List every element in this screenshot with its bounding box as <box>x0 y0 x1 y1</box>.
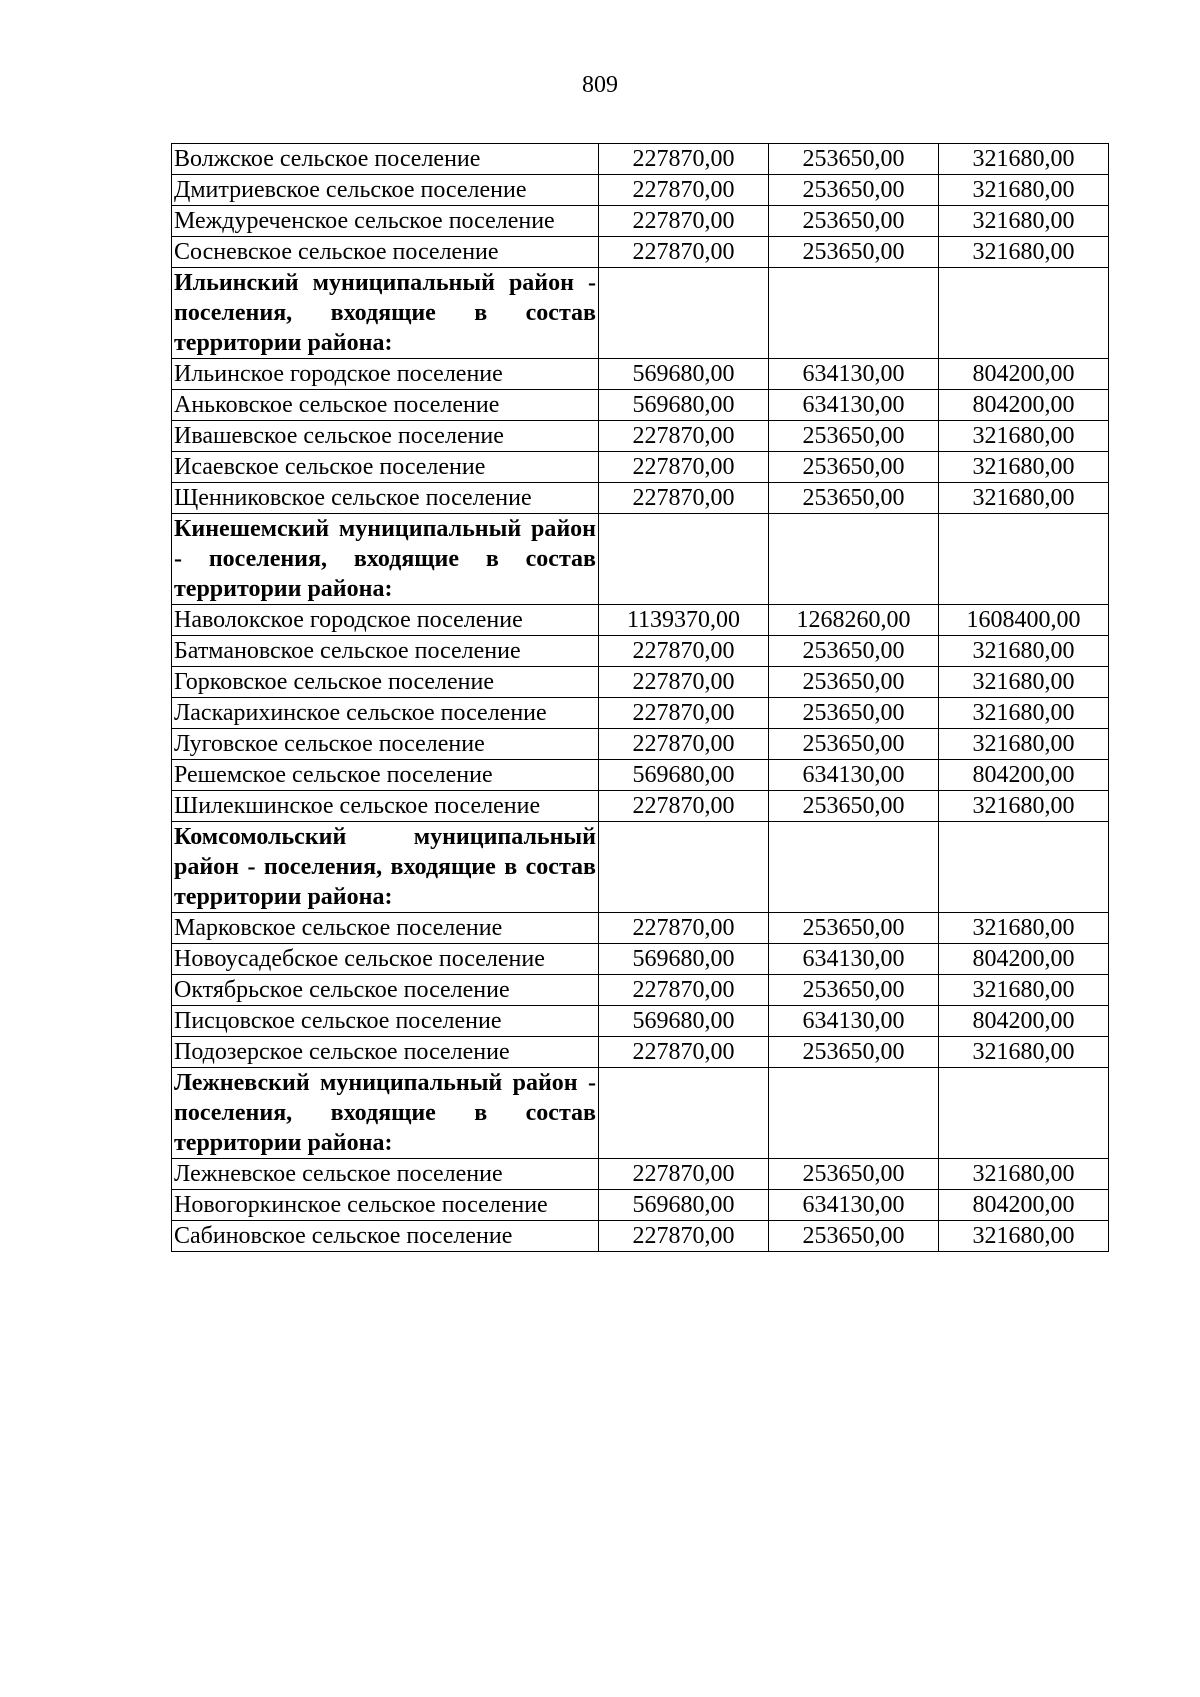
amount-cell-3: 321680,00 <box>939 237 1109 268</box>
settlement-name-cell: Шилекшинское сельское поселение <box>172 791 599 822</box>
amount-cell-3 <box>939 268 1109 359</box>
district-name-cell: Лежневский муниципальный район - поселения, входящие в состав территории района: <box>172 1068 599 1159</box>
amount-cell-1: 227870,00 <box>599 913 769 944</box>
amount-cell-2: 253650,00 <box>769 975 939 1006</box>
amount-cell-1: 227870,00 <box>599 237 769 268</box>
amount-cell-2: 634130,00 <box>769 944 939 975</box>
settlement-allocation-table <box>171 143 1109 1252</box>
amount-cell-2: 634130,00 <box>769 760 939 791</box>
settlement-name-cell: Батмановское сельское поселение <box>172 636 599 667</box>
amount-cell-3 <box>939 1068 1109 1159</box>
amount-cell-3: 321680,00 <box>939 791 1109 822</box>
table-row <box>172 421 1109 452</box>
table-row <box>172 452 1109 483</box>
amount-cell-3: 321680,00 <box>939 698 1109 729</box>
settlement-name-cell: Междуреченское сельское поселение <box>172 206 599 237</box>
amount-cell-3: 321680,00 <box>939 975 1109 1006</box>
amount-cell-1 <box>599 1068 769 1159</box>
amount-cell-2 <box>769 268 939 359</box>
amount-cell-1: 227870,00 <box>599 1221 769 1252</box>
amount-cell-3: 321680,00 <box>939 421 1109 452</box>
amount-cell-2: 253650,00 <box>769 144 939 175</box>
amount-cell-3: 321680,00 <box>939 1159 1109 1190</box>
settlement-name-cell: Ильинское городское поселение <box>172 359 599 390</box>
amount-cell-2: 253650,00 <box>769 667 939 698</box>
amount-cell-3: 804200,00 <box>939 359 1109 390</box>
table-row <box>172 237 1109 268</box>
amount-cell-2: 634130,00 <box>769 1190 939 1221</box>
amount-cell-2: 253650,00 <box>769 175 939 206</box>
amount-cell-3: 804200,00 <box>939 1190 1109 1221</box>
amount-cell-3: 321680,00 <box>939 452 1109 483</box>
settlement-name-cell: Марковское сельское поселение <box>172 913 599 944</box>
amount-cell-1: 227870,00 <box>599 791 769 822</box>
amount-cell-1: 227870,00 <box>599 206 769 237</box>
table-row <box>172 1190 1109 1221</box>
amount-cell-2: 253650,00 <box>769 452 939 483</box>
amount-cell-1: 227870,00 <box>599 483 769 514</box>
amount-cell-1: 569680,00 <box>599 359 769 390</box>
settlement-name-cell: Луговское сельское поселение <box>172 729 599 760</box>
table-row <box>172 667 1109 698</box>
district-header-row <box>172 822 1109 913</box>
amount-cell-1: 569680,00 <box>599 1190 769 1221</box>
settlement-name-cell: Сосневское сельское поселение <box>172 237 599 268</box>
amount-cell-2: 253650,00 <box>769 206 939 237</box>
amount-cell-1: 569680,00 <box>599 944 769 975</box>
table-row <box>172 729 1109 760</box>
amount-cell-2 <box>769 1068 939 1159</box>
amount-cell-1 <box>599 514 769 605</box>
district-header-row <box>172 268 1109 359</box>
table-row <box>172 1006 1109 1037</box>
table-row <box>172 1159 1109 1190</box>
table-row <box>172 206 1109 237</box>
table-row <box>172 605 1109 636</box>
amount-cell-3: 804200,00 <box>939 760 1109 791</box>
district-name-cell: Кинешемский муниципальный район - поселения, входящие в состав территории района: <box>172 514 599 605</box>
amount-cell-3: 321680,00 <box>939 206 1109 237</box>
amount-cell-1: 227870,00 <box>599 636 769 667</box>
settlement-name-cell: Ивашевское сельское поселение <box>172 421 599 452</box>
amount-cell-3 <box>939 822 1109 913</box>
settlement-name-cell: Щенниковское сельское поселение <box>172 483 599 514</box>
table-row <box>172 636 1109 667</box>
settlement-name-cell: Ласкарихинское сельское поселение <box>172 698 599 729</box>
settlement-name-cell: Писцовское сельское поселение <box>172 1006 599 1037</box>
amount-cell-3: 1608400,00 <box>939 605 1109 636</box>
amount-cell-3: 321680,00 <box>939 1221 1109 1252</box>
amount-cell-2: 253650,00 <box>769 1221 939 1252</box>
amount-cell-1: 569680,00 <box>599 1006 769 1037</box>
amount-cell-2: 253650,00 <box>769 791 939 822</box>
table-row <box>172 791 1109 822</box>
table-row <box>172 1037 1109 1068</box>
amount-cell-1 <box>599 822 769 913</box>
amount-cell-1: 569680,00 <box>599 760 769 791</box>
amount-cell-1: 569680,00 <box>599 390 769 421</box>
settlement-name-cell: Волжское сельское поселение <box>172 144 599 175</box>
amount-cell-1: 227870,00 <box>599 452 769 483</box>
amount-cell-3: 804200,00 <box>939 1006 1109 1037</box>
settlement-name-cell: Горковское сельское поселение <box>172 667 599 698</box>
amount-cell-1: 227870,00 <box>599 175 769 206</box>
table-row <box>172 944 1109 975</box>
amount-cell-3: 321680,00 <box>939 1037 1109 1068</box>
amount-cell-1: 227870,00 <box>599 421 769 452</box>
table-body <box>172 144 1109 1252</box>
amount-cell-3: 321680,00 <box>939 729 1109 760</box>
amount-cell-2: 253650,00 <box>769 1159 939 1190</box>
district-header-row <box>172 514 1109 605</box>
amount-cell-2: 253650,00 <box>769 913 939 944</box>
amount-cell-2: 253650,00 <box>769 636 939 667</box>
amount-cell-3: 321680,00 <box>939 913 1109 944</box>
settlement-name-cell: Подозерское сельское поселение <box>172 1037 599 1068</box>
amount-cell-1: 227870,00 <box>599 1159 769 1190</box>
amount-cell-2: 253650,00 <box>769 237 939 268</box>
amount-cell-2: 253650,00 <box>769 1037 939 1068</box>
amount-cell-2: 1268260,00 <box>769 605 939 636</box>
amount-cell-1: 1139370,00 <box>599 605 769 636</box>
amount-cell-1 <box>599 268 769 359</box>
amount-cell-3: 804200,00 <box>939 944 1109 975</box>
table-row <box>172 1221 1109 1252</box>
amount-cell-1: 227870,00 <box>599 667 769 698</box>
table-row <box>172 760 1109 791</box>
settlement-name-cell: Решемское сельское поселение <box>172 760 599 791</box>
amount-cell-2: 634130,00 <box>769 1006 939 1037</box>
table-row <box>172 698 1109 729</box>
amount-cell-1: 227870,00 <box>599 729 769 760</box>
amount-cell-2: 634130,00 <box>769 359 939 390</box>
amount-cell-1: 227870,00 <box>599 144 769 175</box>
amount-cell-1: 227870,00 <box>599 1037 769 1068</box>
district-header-row <box>172 1068 1109 1159</box>
table-row <box>172 390 1109 421</box>
amount-cell-2 <box>769 514 939 605</box>
table-row <box>172 483 1109 514</box>
district-name-cell: Комсомольский муниципальный район - поселения, входящие в состав территории района: <box>172 822 599 913</box>
table-row <box>172 359 1109 390</box>
settlement-name-cell: Аньковское сельское поселение <box>172 390 599 421</box>
amount-cell-2 <box>769 822 939 913</box>
amount-cell-3 <box>939 514 1109 605</box>
amount-cell-3: 321680,00 <box>939 667 1109 698</box>
settlement-name-cell: Новогоркинское сельское поселение <box>172 1190 599 1221</box>
table-row <box>172 975 1109 1006</box>
amount-cell-2: 253650,00 <box>769 421 939 452</box>
settlement-name-cell: Новоусадебское сельское поселение <box>172 944 599 975</box>
amount-cell-3: 804200,00 <box>939 390 1109 421</box>
amount-cell-3: 321680,00 <box>939 636 1109 667</box>
table-row <box>172 175 1109 206</box>
amount-cell-2: 253650,00 <box>769 698 939 729</box>
settlement-name-cell: Исаевское сельское поселение <box>172 452 599 483</box>
amount-cell-1: 227870,00 <box>599 698 769 729</box>
settlement-name-cell: Октябрьское сельское поселение <box>172 975 599 1006</box>
settlement-name-cell: Лежневское сельское поселение <box>172 1159 599 1190</box>
amount-cell-3: 321680,00 <box>939 483 1109 514</box>
amount-cell-3: 321680,00 <box>939 144 1109 175</box>
settlement-name-cell: Сабиновское сельское поселение <box>172 1221 599 1252</box>
settlement-name-cell: Дмитриевское сельское поселение <box>172 175 599 206</box>
amount-cell-1: 227870,00 <box>599 975 769 1006</box>
page-number: 809 <box>582 72 618 98</box>
amount-cell-2: 253650,00 <box>769 729 939 760</box>
amount-cell-2: 253650,00 <box>769 483 939 514</box>
table-row <box>172 144 1109 175</box>
amount-cell-2: 634130,00 <box>769 390 939 421</box>
table-row <box>172 913 1109 944</box>
amount-cell-3: 321680,00 <box>939 175 1109 206</box>
district-name-cell: Ильинский муниципальный район - поселения, входящие в состав территории района: <box>172 268 599 359</box>
settlement-name-cell: Наволокское городское поселение <box>172 605 599 636</box>
